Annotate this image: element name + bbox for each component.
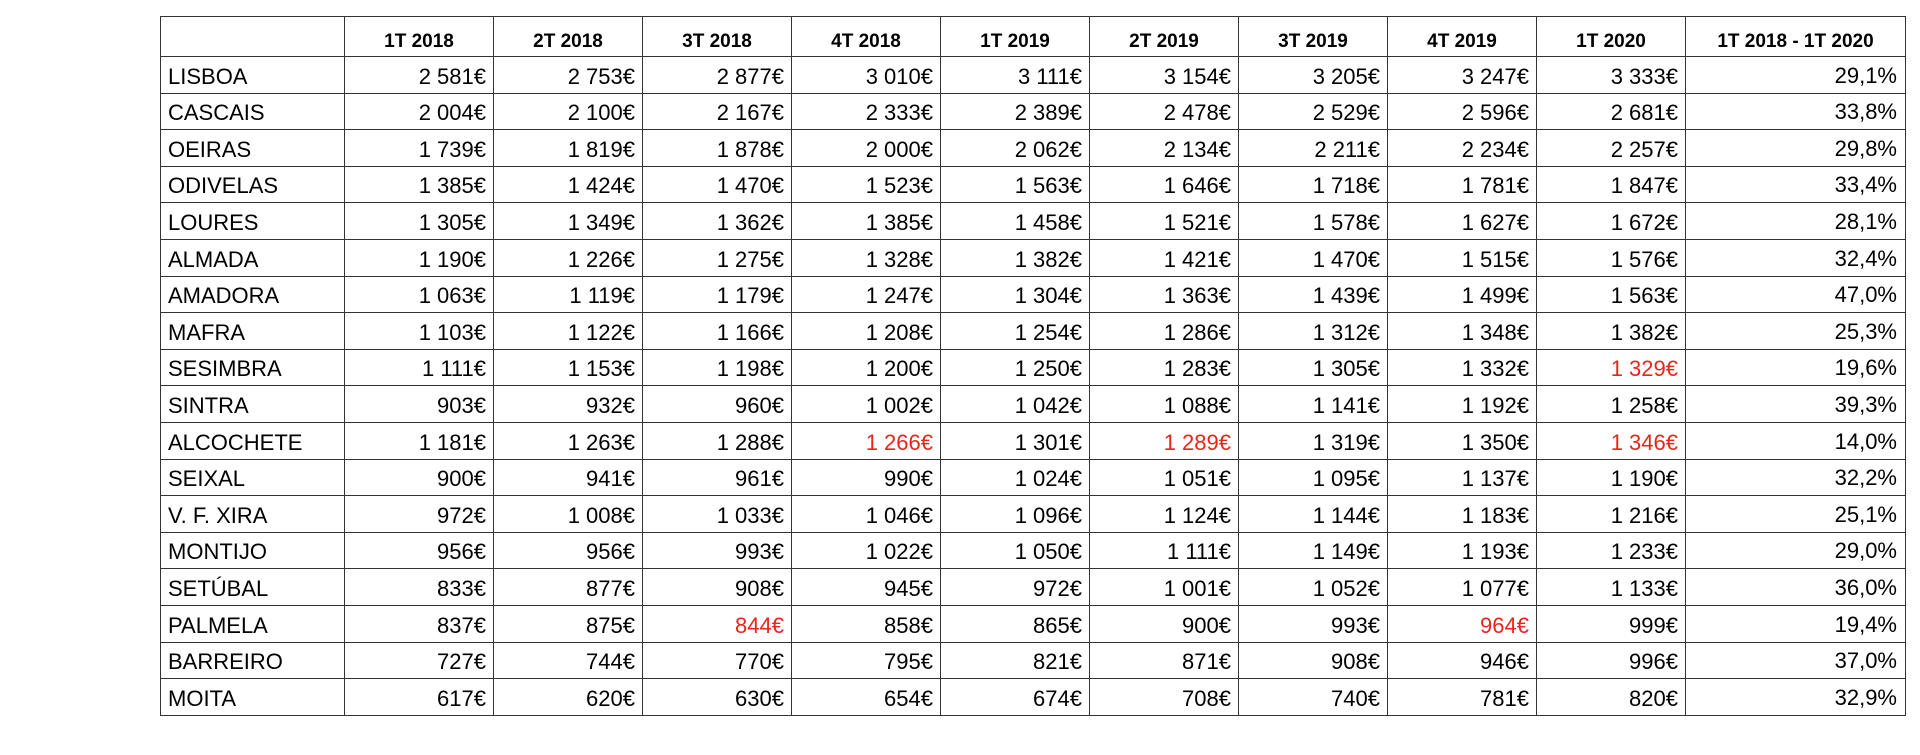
price-cell: 1 563€ xyxy=(1537,276,1686,313)
price-cell: 3 333€ xyxy=(1537,57,1686,94)
change-cell: 14,0% xyxy=(1686,422,1906,459)
price-cell: 1 133€ xyxy=(1537,569,1686,606)
price-cell: 1 563€ xyxy=(941,166,1090,203)
price-cell: 1 042€ xyxy=(941,386,1090,423)
municipality-name: SESIMBRA xyxy=(161,349,345,386)
table-row xyxy=(161,130,1906,167)
price-cell: 1 254€ xyxy=(941,313,1090,350)
price-cell: 1 022€ xyxy=(792,532,941,569)
price-cell: 1 183€ xyxy=(1388,496,1537,533)
price-cell: 1 382€ xyxy=(941,239,1090,276)
price-cell: 1 250€ xyxy=(941,349,1090,386)
price-cell: 1 063€ xyxy=(345,276,494,313)
price-cell: 1 266€ xyxy=(792,422,941,459)
price-cell: 1 095€ xyxy=(1239,459,1388,496)
municipality-name: MOITA xyxy=(161,679,345,716)
price-table-container xyxy=(160,16,1906,716)
table-row xyxy=(161,569,1906,606)
price-cell: 908€ xyxy=(643,569,792,606)
price-cell: 1 198€ xyxy=(643,349,792,386)
price-cell: 2 257€ xyxy=(1537,130,1686,167)
price-cell: 1 283€ xyxy=(1090,349,1239,386)
price-cell: 821€ xyxy=(941,642,1090,679)
change-cell: 32,4% xyxy=(1686,239,1906,276)
municipality-name: SETÚBAL xyxy=(161,569,345,606)
price-cell: 1 096€ xyxy=(941,496,1090,533)
price-cell: 3 247€ xyxy=(1388,57,1537,94)
price-cell: 1 319€ xyxy=(1239,422,1388,459)
price-cell: 1 627€ xyxy=(1388,203,1537,240)
price-cell: 1 286€ xyxy=(1090,313,1239,350)
price-cell: 1 144€ xyxy=(1239,496,1388,533)
price-cell: 956€ xyxy=(345,532,494,569)
price-cell: 1 718€ xyxy=(1239,166,1388,203)
header-cell: 1T 2018 xyxy=(345,17,494,57)
price-cell: 708€ xyxy=(1090,679,1239,716)
price-cell: 2 211€ xyxy=(1239,130,1388,167)
municipality-name: BARREIRO xyxy=(161,642,345,679)
municipality-name: MONTIJO xyxy=(161,532,345,569)
price-cell: 781€ xyxy=(1388,679,1537,716)
price-cell: 964€ xyxy=(1388,605,1537,642)
price-cell: 1 521€ xyxy=(1090,203,1239,240)
municipality-name: ALCOCHETE xyxy=(161,422,345,459)
price-cell: 1 646€ xyxy=(1090,166,1239,203)
municipality-name: MAFRA xyxy=(161,313,345,350)
price-cell: 1 304€ xyxy=(941,276,1090,313)
table-row xyxy=(161,422,1906,459)
price-cell: 1 181€ xyxy=(345,422,494,459)
price-cell: 1 033€ xyxy=(643,496,792,533)
price-cell: 1 226€ xyxy=(494,239,643,276)
price-cell: 1 312€ xyxy=(1239,313,1388,350)
price-cell: 1 672€ xyxy=(1537,203,1686,240)
price-cell: 996€ xyxy=(1537,642,1686,679)
price-cell: 1 275€ xyxy=(643,239,792,276)
header-row xyxy=(161,17,1906,57)
table-body xyxy=(161,57,1906,716)
table-row xyxy=(161,496,1906,533)
change-cell: 32,2% xyxy=(1686,459,1906,496)
price-cell: 1 166€ xyxy=(643,313,792,350)
price-cell: 2 333€ xyxy=(792,93,941,130)
price-cell: 3 154€ xyxy=(1090,57,1239,94)
price-cell: 972€ xyxy=(345,496,494,533)
price-cell: 1 192€ xyxy=(1388,386,1537,423)
price-cell: 908€ xyxy=(1239,642,1388,679)
header-cell: 4T 2018 xyxy=(792,17,941,57)
price-cell: 1 258€ xyxy=(1537,386,1686,423)
price-cell: 1 077€ xyxy=(1388,569,1537,606)
price-cell: 941€ xyxy=(494,459,643,496)
price-cell: 1 470€ xyxy=(1239,239,1388,276)
price-cell: 877€ xyxy=(494,569,643,606)
price-cell: 932€ xyxy=(494,386,643,423)
price-cell: 946€ xyxy=(1388,642,1537,679)
table-row xyxy=(161,166,1906,203)
price-cell: 1 819€ xyxy=(494,130,643,167)
price-cell: 727€ xyxy=(345,642,494,679)
header-cell: 4T 2019 xyxy=(1388,17,1537,57)
change-cell: 47,0% xyxy=(1686,276,1906,313)
price-cell: 1 190€ xyxy=(345,239,494,276)
price-cell: 2 877€ xyxy=(643,57,792,94)
table-row xyxy=(161,93,1906,130)
price-cell: 1 263€ xyxy=(494,422,643,459)
price-cell: 1 515€ xyxy=(1388,239,1537,276)
price-cell: 1 233€ xyxy=(1537,532,1686,569)
price-cell: 1 008€ xyxy=(494,496,643,533)
header-cell: 3T 2019 xyxy=(1239,17,1388,57)
table-row xyxy=(161,313,1906,350)
price-cell: 1 052€ xyxy=(1239,569,1388,606)
price-cell: 630€ xyxy=(643,679,792,716)
price-cell: 1 363€ xyxy=(1090,276,1239,313)
price-cell: 1 382€ xyxy=(1537,313,1686,350)
price-cell: 1 190€ xyxy=(1537,459,1686,496)
price-cell: 1 576€ xyxy=(1537,239,1686,276)
price-cell: 865€ xyxy=(941,605,1090,642)
price-cell: 990€ xyxy=(792,459,941,496)
municipality-name: OEIRAS xyxy=(161,130,345,167)
price-cell: 1 001€ xyxy=(1090,569,1239,606)
price-cell: 2 529€ xyxy=(1239,93,1388,130)
change-cell: 25,1% xyxy=(1686,496,1906,533)
table-row xyxy=(161,386,1906,423)
price-cell: 1 523€ xyxy=(792,166,941,203)
price-cell: 2 004€ xyxy=(345,93,494,130)
price-cell: 1 305€ xyxy=(345,203,494,240)
municipality-name: LOURES xyxy=(161,203,345,240)
price-cell: 3 111€ xyxy=(941,57,1090,94)
municipality-name: SEIXAL xyxy=(161,459,345,496)
change-cell: 29,8% xyxy=(1686,130,1906,167)
header-cell: 2T 2019 xyxy=(1090,17,1239,57)
municipality-name: V. F. XIRA xyxy=(161,496,345,533)
price-cell: 2 478€ xyxy=(1090,93,1239,130)
price-cell: 2 596€ xyxy=(1388,93,1537,130)
table-row xyxy=(161,679,1906,716)
price-cell: 3 205€ xyxy=(1239,57,1388,94)
municipality-name: LISBOA xyxy=(161,57,345,94)
price-cell: 1 878€ xyxy=(643,130,792,167)
price-cell: 956€ xyxy=(494,532,643,569)
change-cell: 39,3% xyxy=(1686,386,1906,423)
change-cell: 25,3% xyxy=(1686,313,1906,350)
price-cell: 1 301€ xyxy=(941,422,1090,459)
price-cell: 1 847€ xyxy=(1537,166,1686,203)
price-cell: 1 051€ xyxy=(1090,459,1239,496)
price-cell: 903€ xyxy=(345,386,494,423)
price-cell: 1 499€ xyxy=(1388,276,1537,313)
price-cell: 2 753€ xyxy=(494,57,643,94)
price-cell: 1 578€ xyxy=(1239,203,1388,240)
price-cell: 1 119€ xyxy=(494,276,643,313)
price-cell: 844€ xyxy=(643,605,792,642)
price-cell: 2 234€ xyxy=(1388,130,1537,167)
price-cell: 1 122€ xyxy=(494,313,643,350)
price-cell: 820€ xyxy=(1537,679,1686,716)
price-cell: 1 193€ xyxy=(1388,532,1537,569)
price-cell: 1 088€ xyxy=(1090,386,1239,423)
price-cell: 837€ xyxy=(345,605,494,642)
price-cell: 740€ xyxy=(1239,679,1388,716)
change-cell: 19,6% xyxy=(1686,349,1906,386)
header-cell-change: 1T 2018 - 1T 2020 xyxy=(1686,17,1906,57)
price-cell: 1 348€ xyxy=(1388,313,1537,350)
table-row xyxy=(161,459,1906,496)
table-row xyxy=(161,57,1906,94)
price-cell: 1 111€ xyxy=(345,349,494,386)
change-cell: 36,0% xyxy=(1686,569,1906,606)
change-cell: 33,8% xyxy=(1686,93,1906,130)
price-cell: 1 349€ xyxy=(494,203,643,240)
price-cell: 744€ xyxy=(494,642,643,679)
change-cell: 19,4% xyxy=(1686,605,1906,642)
price-cell: 1 024€ xyxy=(941,459,1090,496)
price-cell: 960€ xyxy=(643,386,792,423)
price-cell: 1 002€ xyxy=(792,386,941,423)
price-cell: 1 424€ xyxy=(494,166,643,203)
header-cell: 3T 2018 xyxy=(643,17,792,57)
header-cell: 1T 2020 xyxy=(1537,17,1686,57)
price-cell: 961€ xyxy=(643,459,792,496)
price-cell: 900€ xyxy=(1090,605,1239,642)
price-cell: 1 385€ xyxy=(792,203,941,240)
price-cell: 770€ xyxy=(643,642,792,679)
price-cell: 875€ xyxy=(494,605,643,642)
price-cell: 1 103€ xyxy=(345,313,494,350)
price-cell: 1 216€ xyxy=(1537,496,1686,533)
price-cell: 972€ xyxy=(941,569,1090,606)
price-cell: 674€ xyxy=(941,679,1090,716)
price-cell: 1 153€ xyxy=(494,349,643,386)
change-cell: 28,1% xyxy=(1686,203,1906,240)
municipality-name: AMADORA xyxy=(161,276,345,313)
price-cell: 2 134€ xyxy=(1090,130,1239,167)
price-cell: 1 385€ xyxy=(345,166,494,203)
price-cell: 1 421€ xyxy=(1090,239,1239,276)
municipality-name: PALMELA xyxy=(161,605,345,642)
price-cell: 833€ xyxy=(345,569,494,606)
price-cell: 1 050€ xyxy=(941,532,1090,569)
table-row xyxy=(161,239,1906,276)
price-cell: 1 149€ xyxy=(1239,532,1388,569)
price-cell: 1 208€ xyxy=(792,313,941,350)
price-cell: 993€ xyxy=(643,532,792,569)
price-table xyxy=(160,16,1906,716)
price-cell: 1 328€ xyxy=(792,239,941,276)
price-cell: 1 781€ xyxy=(1388,166,1537,203)
price-cell: 993€ xyxy=(1239,605,1388,642)
price-cell: 1 458€ xyxy=(941,203,1090,240)
price-cell: 1 350€ xyxy=(1388,422,1537,459)
price-cell: 2 167€ xyxy=(643,93,792,130)
table-row xyxy=(161,276,1906,313)
price-cell: 2 389€ xyxy=(941,93,1090,130)
table-row xyxy=(161,203,1906,240)
price-cell: 620€ xyxy=(494,679,643,716)
price-cell: 2 062€ xyxy=(941,130,1090,167)
price-cell: 1 111€ xyxy=(1090,532,1239,569)
table-row xyxy=(161,349,1906,386)
price-cell: 1 247€ xyxy=(792,276,941,313)
price-cell: 1 288€ xyxy=(643,422,792,459)
price-cell: 2 100€ xyxy=(494,93,643,130)
price-cell: 871€ xyxy=(1090,642,1239,679)
header-cell: 1T 2019 xyxy=(941,17,1090,57)
price-cell: 945€ xyxy=(792,569,941,606)
price-cell: 1 289€ xyxy=(1090,422,1239,459)
table-row xyxy=(161,642,1906,679)
municipality-name: CASCAIS xyxy=(161,93,345,130)
price-cell: 1 439€ xyxy=(1239,276,1388,313)
price-cell: 3 010€ xyxy=(792,57,941,94)
change-cell: 29,0% xyxy=(1686,532,1906,569)
price-cell: 2 681€ xyxy=(1537,93,1686,130)
price-cell: 2 581€ xyxy=(345,57,494,94)
price-cell: 1 305€ xyxy=(1239,349,1388,386)
change-cell: 29,1% xyxy=(1686,57,1906,94)
price-cell: 1 141€ xyxy=(1239,386,1388,423)
price-cell: 2 000€ xyxy=(792,130,941,167)
header-cell: 2T 2018 xyxy=(494,17,643,57)
price-cell: 795€ xyxy=(792,642,941,679)
price-cell: 858€ xyxy=(792,605,941,642)
price-cell: 1 739€ xyxy=(345,130,494,167)
price-cell: 999€ xyxy=(1537,605,1686,642)
change-cell: 32,9% xyxy=(1686,679,1906,716)
table-row xyxy=(161,605,1906,642)
municipality-name: ALMADA xyxy=(161,239,345,276)
price-cell: 1 329€ xyxy=(1537,349,1686,386)
price-cell: 1 332€ xyxy=(1388,349,1537,386)
price-cell: 1 470€ xyxy=(643,166,792,203)
municipality-name: SINTRA xyxy=(161,386,345,423)
table-row xyxy=(161,532,1906,569)
price-cell: 1 362€ xyxy=(643,203,792,240)
corner-cell xyxy=(161,17,345,57)
price-cell: 1 124€ xyxy=(1090,496,1239,533)
price-cell: 1 179€ xyxy=(643,276,792,313)
change-cell: 33,4% xyxy=(1686,166,1906,203)
change-cell: 37,0% xyxy=(1686,642,1906,679)
municipality-name: ODIVELAS xyxy=(161,166,345,203)
price-cell: 1 200€ xyxy=(792,349,941,386)
price-cell: 617€ xyxy=(345,679,494,716)
price-cell: 1 346€ xyxy=(1537,422,1686,459)
price-cell: 1 137€ xyxy=(1388,459,1537,496)
price-cell: 900€ xyxy=(345,459,494,496)
price-cell: 654€ xyxy=(792,679,941,716)
price-cell: 1 046€ xyxy=(792,496,941,533)
